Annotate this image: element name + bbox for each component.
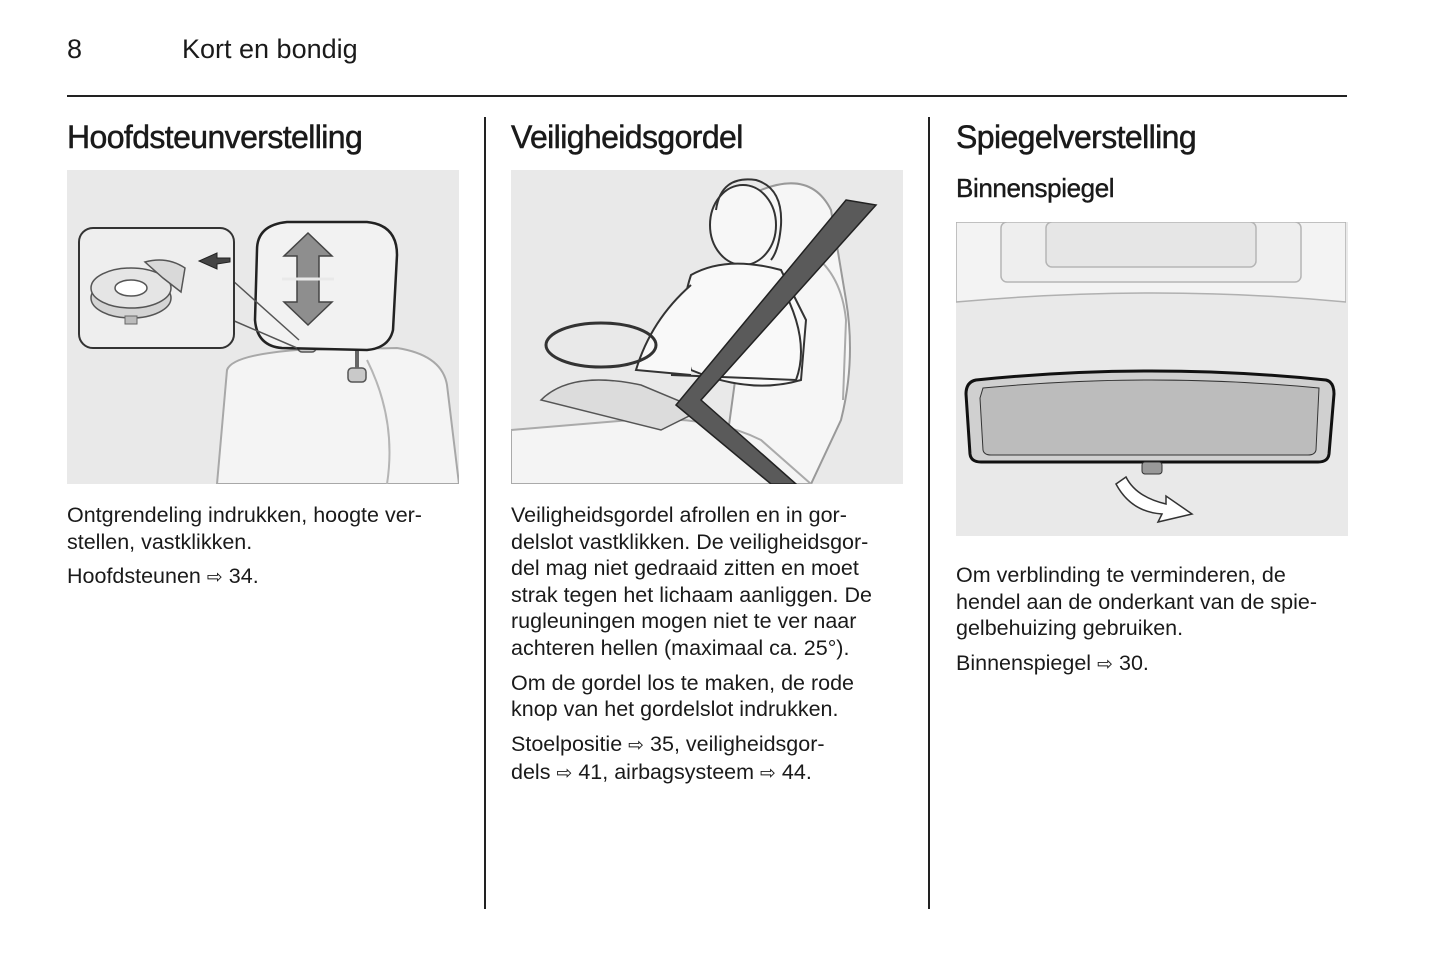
column-divider-2 xyxy=(928,117,930,909)
interior-mirror-illustration xyxy=(956,222,1348,536)
chapter-title: Kort en bondig xyxy=(182,34,358,64)
reference-page: 41, airbagsysteem xyxy=(578,760,755,785)
section-title: Hoofdsteunverstelling xyxy=(67,119,363,155)
section-text xyxy=(67,502,459,600)
paragraph: Om verblinding te verminderen, de hendel aan de onderkant van de spie- gelbehuizing gebruiken. xyxy=(956,563,1317,641)
reference-label: Stoelpositie xyxy=(511,731,623,756)
reference-label: dels xyxy=(511,760,551,785)
header-divider xyxy=(67,95,1347,97)
page-number: 8 xyxy=(67,34,83,64)
reference-label: Binnenspiegel xyxy=(956,650,1092,675)
reference-page: 35, veiligheidsgor- xyxy=(650,731,825,756)
arrow-right-icon: ⇨ xyxy=(760,763,776,785)
arrow-right-icon: ⇨ xyxy=(556,763,573,785)
arrow-right-icon: ⇨ xyxy=(206,567,223,589)
reference-page: 30. xyxy=(1118,650,1149,675)
section-text xyxy=(956,562,1348,686)
section-text xyxy=(511,502,903,796)
section-mirror xyxy=(956,117,1348,675)
arrow-right-icon: ⇨ xyxy=(1097,653,1113,675)
paragraph: Veiligheidsgordel afrollen en in gor- delslot vastklikken. De veiligheidsgor- del mag niet gedraaid zitten en moet strak tegen het lichaam aanliggen. De rugleuningen mogen niet te ver naar achteren hellen (maximaal ca. 25°). xyxy=(511,503,872,660)
section-seat-belt xyxy=(511,117,903,785)
head-restraint-illustration xyxy=(67,170,459,484)
cross-reference xyxy=(511,731,903,788)
reference-page: 44. xyxy=(781,760,812,785)
section-title: Veiligheidsgordel xyxy=(511,119,743,155)
paragraph: Om de gordel los te maken, de rode knop van het gordelslot indrukken. xyxy=(511,670,854,722)
section-title: Spiegelverstelling xyxy=(956,119,1197,155)
arrow-right-icon: ⇨ xyxy=(628,734,645,756)
reference-page: 34. xyxy=(228,564,259,589)
section-subtitle: Binnenspiegel xyxy=(956,173,1115,203)
reference-label: Hoofdsteunen xyxy=(67,564,201,589)
cross-reference xyxy=(956,650,1348,679)
paragraph: Ontgrendeling indrukken, hoogte ver- stellen, vastklikken. xyxy=(67,503,422,554)
cross-reference xyxy=(67,563,459,592)
column-divider-1 xyxy=(484,117,486,909)
seat-belt-illustration xyxy=(511,170,903,484)
section-head-restraint xyxy=(67,117,459,589)
